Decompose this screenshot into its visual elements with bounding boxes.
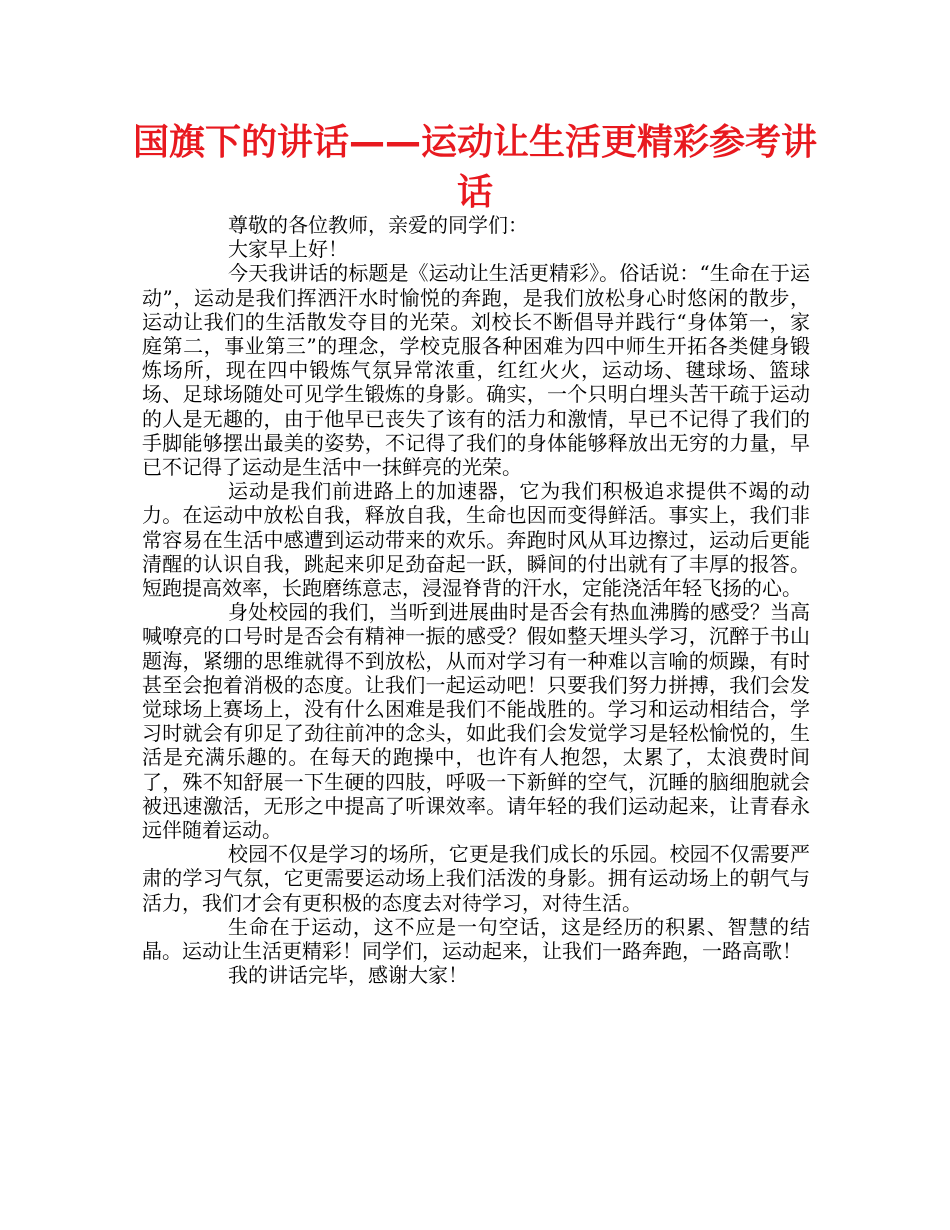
greeting: 大家早上好！ bbox=[228, 237, 348, 262]
paragraph: 生命在于运动，这不应是一句空话，这是经历的积累、智慧的结晶。运动让生活更精彩！同学们，运动起来，让我们一路奔跑，一路高歌！ bbox=[142, 914, 810, 964]
salutation: 尊敬的各位教师，亲爱的同学们： bbox=[228, 213, 528, 237]
document-title: 国旗下的讲话——运动让生活更精彩参考讲话 bbox=[132, 122, 817, 213]
paragraph: 今天我讲话的标题是《运动让生活更精彩》。俗话说：“生命在于运动”，运动是我们挥洒汗水时愉悦的奔跑，是我们放松身心时悠闲的散步，运动让我们的生活散发夺目的光荣。刘校长不断倡导并践行“身体第一，家庭第二，事业第三”的理念，学校克服各种困难为四中师生开拓各类健身锻炼场所，现在四中锻炼气氛异常浓重，红红火火，运动场、毽球场、篮球场、足球场随处可见学生锻炼的身影。确实，一个只明白埋头苦干疏于运动的人是无趣的，由于他早已丧失了该有的活力和激情，早已不记得了我们的手脚能够摆出最美的姿势，不记得了我们的身体能够释放出无穷的力量，早已不记得了运动是生活中一抹鲜亮的光荣。 bbox=[142, 261, 810, 480]
paragraph: 校园不仅是学习的场所，它更是我们成长的乐园。校园不仅需要严肃的学习气氛，它更需要运动场上我们活泼的身影。拥有运动场上的朝气与活力，我们才会有更积极的态度去对待学习，对待生活。 bbox=[142, 842, 810, 915]
document-body bbox=[142, 213, 810, 988]
paragraph: 身处校园的我们，当听到进展曲时是否会有热血沸腾的感受？当高喊嘹亮的口号时是否会有精神一振的感受？假如整天埋头学习，沉醉于书山题海，紧绷的思维就得不到放松，从而对学习有一种难以言喻的烦躁，有时甚至会抱着消极的态度。让我们一起运动吧！只要我们努力拼搏，我们会发觉球场上赛场上，没有什么困难是我们不能战胜的。学习和运动相结合，学习时就会有卯足了劲往前冲的念头，如此我们会发觉学习是轻松愉悦的，生活是充满乐趣的。在每天的跑操中，也许有人抱怨，太累了，太浪费时间了，殊不知舒展一下生硬的四肢，呼吸一下新鲜的空气，沉睡的脑细胞就会被迅速激活，无形之中提高了听课效率。请年轻的我们运动起来，让青春永远伴随着运动。 bbox=[142, 600, 810, 843]
paragraph: 运动是我们前进路上的加速器，它为我们积极追求提供不竭的动力。在运动中放松自我，释放自我，生命也因而变得鲜活。事实上，我们非常容易在生活中感遭到运动带来的欢乐。奔跑时风从耳边擦过，运动后更能清醒的认识自我，跳起来卯足劲奋起一跃，瞬间的付出就有了丰厚的报答。短跑提高效率，长跑磨练意志，浸湿脊背的汗水，定能浇活年轻飞扬的心。 bbox=[142, 479, 810, 601]
closing-line: 我的讲话完毕，感谢大家！ bbox=[228, 963, 468, 988]
